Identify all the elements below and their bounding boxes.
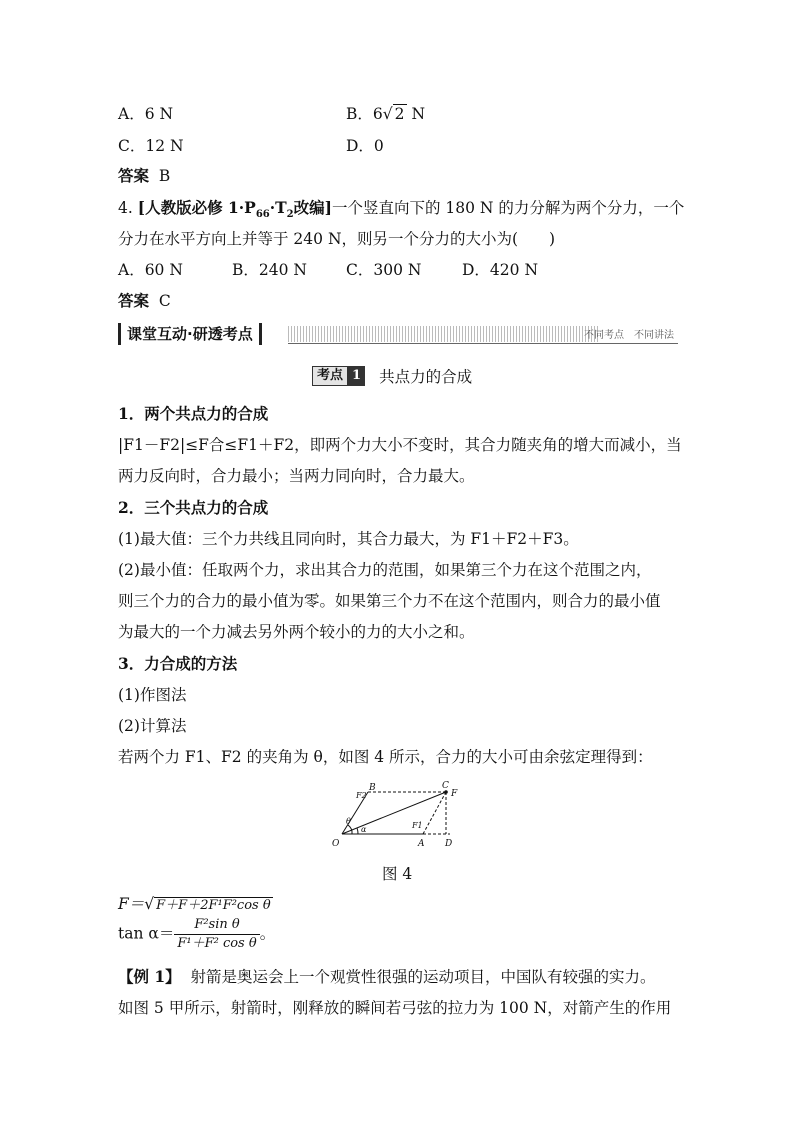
label-F2: F2	[356, 791, 367, 800]
formula-tan-end: 。	[259, 924, 276, 943]
formula-tan-numerator: F²sin θ	[174, 916, 259, 935]
p3-heading: 3．力合成的方法	[118, 654, 238, 673]
p1-heading: 1．两个共点力的合成	[118, 404, 269, 423]
q3-answer	[118, 164, 170, 186]
q3-option-d: D．0	[346, 137, 384, 155]
q4-line2: 分力在水平方向上并等于 240 N，则另一个分力的大小为( )	[118, 230, 556, 248]
q3-option-b	[346, 102, 425, 124]
p1-line1-prefix: |F1－F2|	[118, 436, 186, 454]
q3-option-b-suffix: N	[406, 105, 426, 123]
banner-hatch	[288, 326, 598, 342]
section-title: 课堂互动·研透考点	[118, 323, 262, 345]
kaodian-title: 共点力的合成	[379, 368, 473, 386]
p3-method2: (2)计算法	[118, 717, 187, 735]
q4-number: 4.	[118, 199, 133, 217]
p1-line1-text: ≤F合≤F1＋F2，即两个力大小不变时，其合力随夹角的增大而减小，当	[185, 436, 682, 454]
sqrt-symbol: √	[144, 895, 155, 913]
label-F1: F1	[412, 821, 423, 830]
example-text-1: 射箭是奥运会上一个观赏性很强的运动项目，中国队有较强的实力。	[190, 968, 656, 986]
section-banner	[118, 323, 678, 345]
banner-underline	[288, 343, 678, 344]
force-parallelogram-diagram	[330, 778, 470, 850]
p2-min-1: (2)最小值：任取两个力，求出其合力的范围，如果第三个力在这个范围之内，	[118, 561, 652, 579]
p2-min-2: 则三个力的合力的最小值为零。如果第三个力不在这个范围内，则合力的最小值	[118, 592, 661, 610]
q4-source: [人教版必修 $1\cdot P_{66}\cdot T_2$改编]	[137, 198, 332, 221]
p3-intro: 若两个力 F1、F2 的夹角为 θ，如图 4 所示，合力的大小可由余弦定理得到：	[118, 748, 653, 766]
answer-value: C	[158, 292, 171, 310]
example-line2: 如图 5 甲所示，射箭时，刚释放的瞬间若弓弦的拉力为 100 N，对箭产生的作用	[118, 999, 672, 1017]
label-alpha: α	[361, 825, 367, 834]
formula-tan-lhs: tan α＝	[118, 924, 175, 943]
formula-f-radicand: F＋F＋2F¹F²cos θ	[156, 898, 271, 913]
formula-tan-fraction	[174, 916, 259, 953]
formula-tan-denominator: F¹＋F² cos θ	[177, 936, 257, 951]
section-note: 不同考点 不同讲法	[584, 330, 674, 341]
q3-option-b-radicand: 2	[394, 105, 405, 123]
angle-alpha-arc	[357, 828, 358, 834]
q4-option-d: D．420 N	[462, 261, 539, 279]
answer-value: B	[158, 167, 171, 185]
p1-line2: 两力反向时，合力最小；当两力同向时，合力最大。	[118, 467, 475, 485]
sqrt-symbol: √	[382, 105, 393, 123]
p1-line1	[118, 434, 682, 456]
formula-f-lhs: F＝	[118, 895, 145, 913]
label-C: C	[442, 781, 449, 791]
q4-option-b: B．240 N	[232, 261, 307, 279]
label-D: D	[445, 839, 453, 849]
angle-theta-arc	[348, 825, 352, 834]
example-line1	[118, 965, 656, 987]
kaodian-label: 考点	[312, 366, 348, 386]
figure-caption: 图 4	[382, 865, 413, 883]
label-F: F	[451, 789, 458, 799]
formula-tan	[118, 916, 275, 953]
label-O: O	[332, 839, 340, 849]
answer-label: 答案	[118, 291, 150, 310]
example-label: 【例 1】	[118, 967, 181, 986]
label-A: A	[418, 839, 425, 849]
edge-AC	[423, 792, 446, 834]
answer-label: 答案	[118, 166, 150, 185]
q3-option-c: C．12 N	[118, 137, 184, 155]
q4-line1	[118, 196, 684, 220]
kaodian-number: 1	[348, 366, 365, 386]
formula-f	[118, 892, 273, 914]
label-theta: θ	[346, 817, 351, 826]
p2-heading: 2．三个共点力的合成	[118, 498, 269, 517]
q4-answer	[118, 289, 171, 311]
q4-text-1: 一个竖直向下的 180 N 的力分解为两个分力，一个	[331, 199, 685, 217]
q4-option-c: C．300 N	[346, 261, 422, 279]
p2-min-3: 为最大的一个力减去另外两个较小的力的大小之和。	[118, 623, 475, 641]
label-B: B	[369, 783, 376, 793]
q3-option-b-prefix: B．6	[346, 105, 383, 123]
q3-option-a: A．6 N	[118, 105, 174, 123]
p3-method1: (1)作图法	[118, 686, 187, 704]
kaodian-heading	[312, 366, 472, 386]
p2-max: (1)最大值：三个力共线且同向时，其合力最大，为 F1＋F2＋F3。	[118, 530, 579, 548]
q4-option-a: A．60 N	[118, 261, 183, 279]
